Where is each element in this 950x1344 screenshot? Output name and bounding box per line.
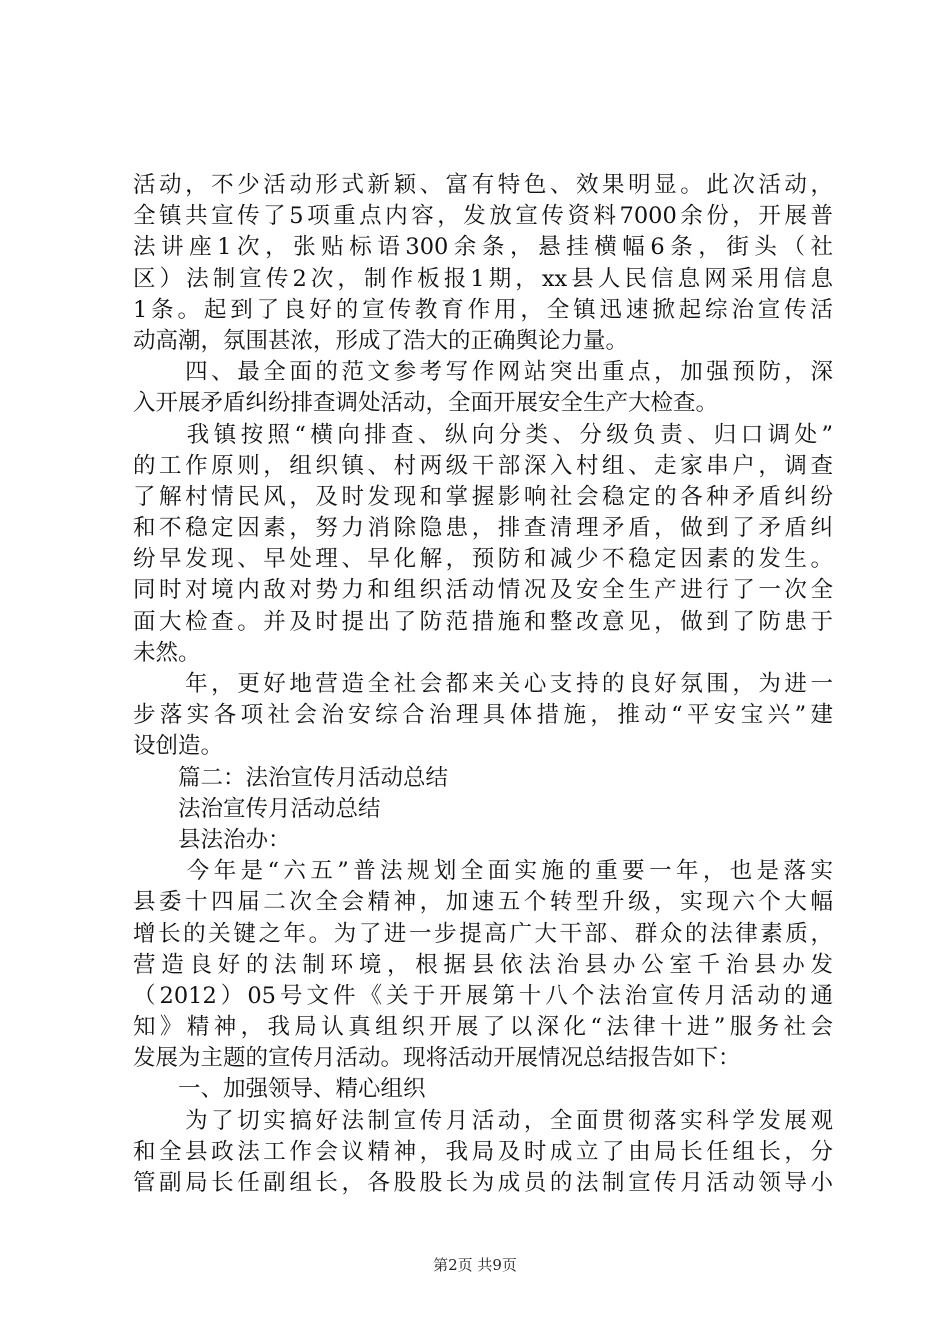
text-line: 了解村情民风，及时发现和掌握影响社会稳定的各种矛盾纠纷 <box>133 483 833 510</box>
text-line: 入开展矛盾纠纷排查调处活动，全面开展安全生产大检查。 <box>133 390 719 417</box>
text-line: 全镇共宣传了5项重点内容，发放宣传资料7000余份，开展普 <box>133 203 833 230</box>
page-number-footer: 第2页 共9页 <box>433 1256 517 1274</box>
text-line: 未然。 <box>133 639 201 666</box>
document-body <box>133 170 833 1199</box>
text-line: 区）法制宣传2次，制作板报1期，xx县人民信息网采用信息 <box>133 265 833 292</box>
text-line: 篇二：法治宣传月活动总结 <box>133 764 449 791</box>
text-line: 今年是“六五”普法规划全面实施的重要一年，也是落实 <box>133 858 833 885</box>
text-line: 同时对境内敌对势力和组织活动情况及安全生产进行了一次全 <box>133 577 833 604</box>
text-line: 和全县政法工作会议精神，我局及时成立了由局长任组长，分 <box>133 1138 833 1165</box>
text-line: （2012）05号文件《关于开展第十八个法治宣传月活动的通 <box>133 982 833 1009</box>
text-line: 纷早发现、早处理、早化解，预防和减少不稳定因素的发生。 <box>133 546 833 573</box>
text-line: 和不稳定因素，努力消除隐患，排查清理矛盾，做到了矛盾纠 <box>133 515 833 542</box>
text-line: 知》精神，我局认真组织开展了以深化“法律十进”服务社会 <box>133 1014 833 1041</box>
text-line: 面大检查。并及时提出了防范措施和整改意见，做到了防患于 <box>133 608 833 635</box>
text-line: 步落实各项社会治安综合治理具体措施，推动“平安宝兴”建 <box>133 702 833 729</box>
text-line: 的工作原则，组织镇、村两级干部深入村组、走家串户，调查 <box>133 452 833 479</box>
text-line: 县法治办： <box>133 826 291 853</box>
text-line: 管副局长任副组长，各股股长为成员的法制宣传月活动领导小 <box>133 1170 833 1196</box>
text-line: 年，更好地营造全社会都来关心支持的良好氛围，为进一 <box>133 671 833 697</box>
text-line: 增长的关键之年。为了进一步提高广大干部、群众的法律素质， <box>133 920 833 947</box>
text-line: 营造良好的法制环境，根据县依法治县办公室千治县办发 <box>133 951 833 978</box>
text-line: 发展为主题的宣传月活动。现将活动开展情况总结报告如下： <box>133 1045 741 1072</box>
text-line: 四、最全面的范文参考写作网站突出重点，加强预防，深 <box>133 359 833 386</box>
text-line: 为了切实搞好法制宣传月活动，全面贯彻落实科学发展观 <box>133 1107 833 1134</box>
text-line: 法讲座1次，张贴标语300余条，悬挂横幅6条，街头（社 <box>133 234 833 261</box>
text-line: 县委十四届二次全会精神，加速五个转型升级，实现六个大幅 <box>133 889 833 916</box>
text-line: 我镇按照“横向排查、纵向分类、分级负责、归口调处” <box>133 421 833 448</box>
text-line: 1条。起到了良好的宣传教育作用，全镇迅速掀起综治宣传活 <box>133 296 833 323</box>
text-line: 法治宣传月活动总结 <box>133 795 381 822</box>
text-line: 一、加强领导、精心组织 <box>133 1076 426 1103</box>
text-line: 设创造。 <box>133 733 224 760</box>
text-line: 动高潮，氛围甚浓，形成了浩大的正确舆论力量。 <box>133 327 629 354</box>
text-line: 活动，不少活动形式新颖、富有特色、效果明显。此次活动， <box>133 172 833 198</box>
